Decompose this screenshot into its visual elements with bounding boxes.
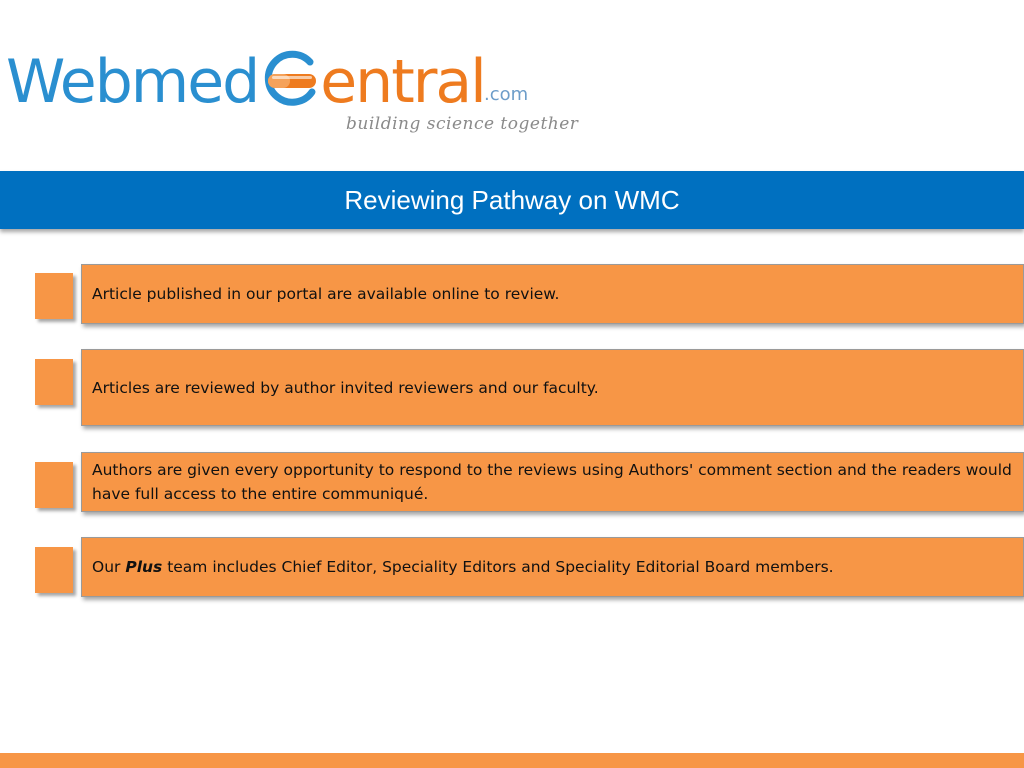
list-item-prefix: Our (92, 558, 126, 576)
bullet-square-3 (35, 462, 73, 508)
list-item-2 (81, 349, 1024, 426)
logo-suffix: entral (320, 47, 485, 117)
webmedcentral-logo (6, 40, 579, 145)
list-item-text: Article published in our portal are available online to review. (92, 285, 560, 303)
bullet-square-2 (35, 359, 73, 405)
title-banner (0, 171, 1024, 229)
list-item-1 (81, 264, 1024, 324)
list-item-suffix: team includes Chief Editor, Speciality Editors and Speciality Editorial Board members. (162, 558, 834, 576)
plus-emphasis: Plus (125, 558, 163, 576)
footer-bar (0, 753, 1024, 768)
list-item-3 (81, 452, 1024, 512)
list-item-4 (81, 537, 1024, 597)
list-item-text: Articles are reviewed by author invited reviewers and our faculty. (92, 378, 599, 397)
logo-domain: .com (484, 84, 529, 105)
bullet-square-4 (35, 547, 73, 593)
logo-prefix: Webmed (6, 47, 259, 117)
logo-wordmark (6, 40, 485, 124)
list-item-text: Authors are given every opportunity to respond to the reviews using Authors' comment section and the readers would have full access to the entire communiqué. (92, 461, 1012, 503)
list-item-text (92, 555, 834, 579)
bullet-square-1 (35, 273, 73, 319)
logo-tagline: building science together (346, 114, 579, 134)
page-title: Reviewing Pathway on WMC (344, 184, 680, 215)
logo-capsule-icon (260, 46, 318, 106)
